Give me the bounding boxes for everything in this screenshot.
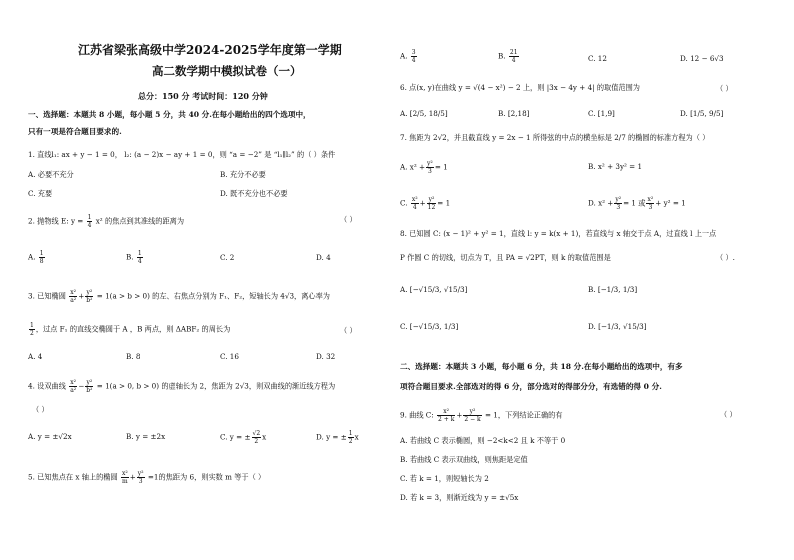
q8-option-c: C. [−√15/3, 1/3] (400, 322, 459, 331)
q9-stem: 9. 曲线 C: $\frac{\text{x²}}{2 + k}$ + $\frac{\text{y²}}{2 - k}$ = 1，下列结论正确的有 (400, 408, 563, 423)
q3-option-a: A. 4 (28, 352, 43, 361)
q2-stem-b: x² 的焦点到其准线的距离为 (95, 216, 185, 226)
q4-option-b: B. y = ±2x (126, 432, 166, 441)
q1-option-c: C. 充要 (28, 189, 53, 198)
section1-heading-1: 一、选择题：本题共 8 小题，每小题 5 分，共 40 分.在每小题给出的四个选项中， (28, 110, 311, 119)
q5-option-d: D. 12 − 6√3 (680, 54, 724, 63)
q2-option-a: A. $\frac{1}{8}$ (28, 250, 44, 265)
q9-option-a: A. 若曲线 C 表示椭圆，则 −2<k<2 且 k 不等于 0 (400, 436, 566, 445)
q7-stem: 7. 焦距为 2√2，并且截直线 y = 2x − 1 所得弦的中点的横坐标是 2/7 的椭圆的标准方程为（ ） (400, 133, 710, 142)
q7-option-b: B. x² + 3y² = 1 (588, 162, 643, 171)
q7-option-a: A. x² + $\frac{\text{y²}}{3}$ = 1 (400, 160, 448, 175)
q4-option-a: A. y = ±√2x (28, 432, 72, 441)
q2-option-c: C. 2 (220, 253, 235, 262)
q3-answer-paren: （ ） (340, 326, 357, 335)
q6-option-d: D. [1/5, 9/5] (680, 109, 724, 118)
q2-answer-paren: （ ） (340, 215, 357, 224)
q2-option-b: B. $\frac{1}{4}$ (126, 250, 142, 265)
q8-stem-line1: 8. 已知圆 C: (x − 1)² + y² = 1，直线 l: y = k(x + 1)，若直线与 x 轴交于点 A，过直线 l 上一点 (400, 229, 717, 238)
q8-option-a: A. [−√15/3, √15/3] (400, 285, 468, 294)
q3-option-d: D. 32 (316, 352, 336, 361)
q1-option-b: B. 充分不必要 (220, 170, 266, 179)
q3-stem: 3. 已知椭圆 $\frac{\text{x²}}{\text{a²}}$ + $\frac{\text{y²}}{\text{b²}}$ = 1(a > b > 0) 的左、右焦点分别为 F₁、F₂，短轴长为 4√3，离心率为 (28, 289, 330, 304)
q8-option-b: B. [−1/3, 1/3] (588, 285, 638, 294)
q7-option-d: D. x² + $\frac{\text{y²}}{3}$ = 1 或 $\frac{\text{x²}}{3}$ + y² = 1 (588, 196, 686, 211)
q2-stem-a: 2. 抛物线 E: y = (28, 216, 84, 226)
q4-stem: 4. 设双曲线 $\frac{\text{x²}}{\text{a²}}$ − $\frac{\text{y²}}{\text{b²}}$ = 1(a > 0, b > 0) 的虚轴长为 2，焦距为 2√3，则双曲线的渐近线方程为 (28, 379, 336, 394)
q9-option-d: D. 若 k = 3，则渐近线为 y = ±√5x (400, 493, 519, 502)
section1-heading-2: 只有一项是符合题目要求的. (28, 127, 122, 136)
q5-option-a: A. $\frac{3}{4}$ (400, 49, 416, 64)
section2-heading-1: 二、选择题：本题共 3 小题，每小题 6 分，共 18 分.在每小题给出的选项中，有多 (400, 362, 683, 371)
q2-stem (28, 214, 184, 229)
exam-title: 高二数学期中模拟试卷（一） (152, 64, 302, 78)
q6-option-c: C. [1,9] (588, 109, 615, 118)
q8-option-d: D. [−1/3, √15/3] (588, 322, 647, 331)
q2-fraction: $\frac{1}{4}$ (87, 214, 92, 229)
q6-option-b: B. [2,18] (498, 109, 530, 118)
q1-option-d: D. 既不充分也不必要 (220, 189, 288, 198)
q9-answer-paren: （ ） (720, 410, 737, 419)
q7-option-c: C. $\frac{\text{x²}}{4}$ + $\frac{\text{y²}}{12}$ = 1 (400, 196, 451, 211)
section2-heading-2: 项符合题目要求.全部选对的得 6 分，部分选对的得部分分，有选错的得 0 分. (400, 382, 662, 391)
q9-option-c: C. 若 k = 1，则短轴长为 2 (400, 474, 489, 483)
q4-option-d: D. y = ± $\frac{1}{2}$ x (316, 430, 359, 445)
q2-option-d: D. 4 (316, 253, 331, 262)
q6-option-a: A. [2/5, 18/5] (400, 109, 448, 118)
q5-stem: 5. 已知焦点在 x 轴上的椭圆 $\frac{\text{x²}}{m}$ + $\frac{\text{y²}}{3}$ =1的焦距为 6，则实数 m 等于（ ） (28, 470, 266, 485)
q3-stem-line2: $\frac{1}{2}$ ，过点 F₁ 的直线交椭圆于 A ，B 两点，则 ΔABF₂ 的周长为 (30, 322, 231, 337)
q4-option-c: C. y = ± $\frac{√2}{2}$ x (220, 430, 267, 445)
q5-option-c: C. 12 (588, 54, 607, 63)
q8-answer-paren: （ ）. (716, 253, 735, 262)
q1-stem: 1. 直线l₁: ax + y − 1 = 0， l₂: (a − 2)x − ay + 1 = 0，则 “a = −2” 是 “l₁∥l₂” 的（ ）条件 (28, 150, 336, 159)
school-title: 江苏省梁张高级中学2024-2025学年度第一学期 (78, 43, 342, 57)
q3-option-b: B. 8 (126, 352, 141, 361)
q1-option-a: A. 必要不充分 (28, 170, 74, 179)
q5-option-b: B. $\frac{21}{4}$ (498, 49, 518, 64)
q6-answer-paren: （ ） (716, 84, 733, 93)
q3-option-c: C. 16 (220, 352, 239, 361)
q8-stem-line2: P 作圆 C 的切线，切点为 T，且 PA = √2PT，则 k 的取值范围是 (400, 253, 611, 262)
q6-stem: 6. 点(x, y)在曲线 y = √(4 − x²) − 2 上，则 |3x − 4y + 4| 的取值范围为 (400, 83, 640, 92)
q9-option-b: B. 若曲线 C 表示双曲线，则焦距是定值 (400, 455, 528, 464)
q4-answer-paren: （ ） (32, 405, 49, 414)
exam-meta: 总分：150 分 考试时间：120 分钟 (138, 91, 268, 101)
